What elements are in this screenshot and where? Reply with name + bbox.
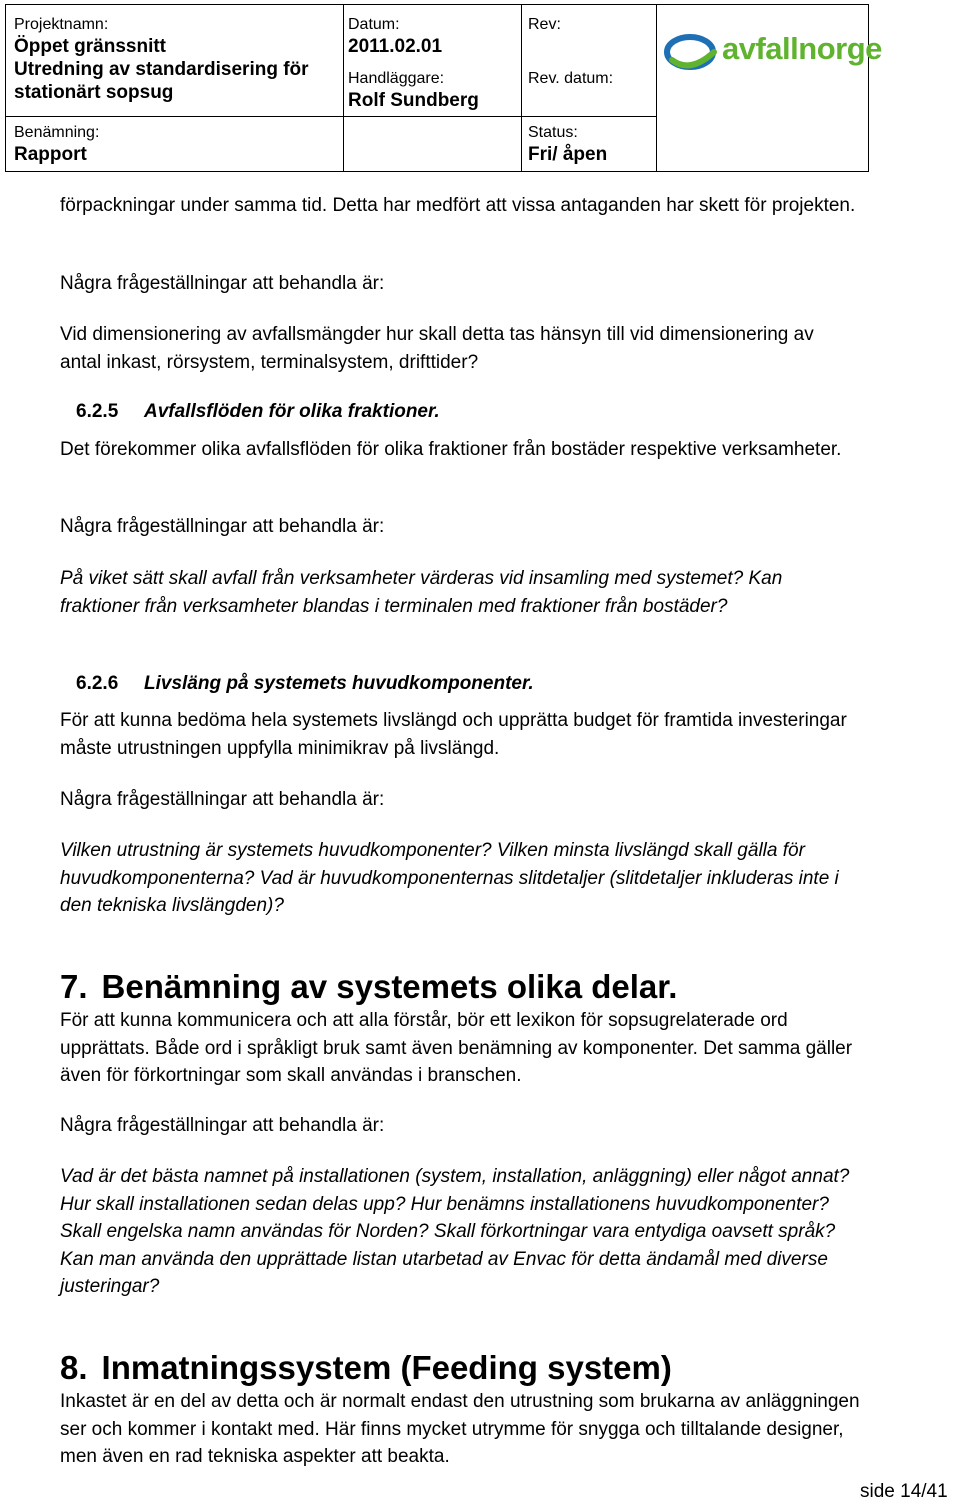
chapter-number: 7. bbox=[60, 968, 88, 1005]
projektnamn-line: stationärt sopsug bbox=[14, 82, 174, 103]
paragraph: Inkastet är en del av detta och är normalt endast den utrustning som brukarna av anläggningen ser och kommer i kontakt med. Här finns mycket utrymme för snygga och tilltalande designer, men även en rad tekniska aspekter att beakta. bbox=[60, 1391, 860, 1467]
rev-cell bbox=[528, 15, 653, 35]
logo-swoosh-icon bbox=[664, 30, 724, 74]
header-divider bbox=[343, 5, 344, 171]
header-divider bbox=[656, 5, 657, 171]
datum-value: 2011.02.01 bbox=[348, 36, 443, 57]
benamning-cell bbox=[14, 123, 339, 166]
rev-label: Rev: bbox=[528, 16, 561, 33]
question-paragraph: Vilken utrustning är systemets huvudkomponenter? Vilken minsta livslängd skall gälla för huvudkomponenterna? Vad är huvudkomponenternas slitdetaljer (slitdetaljer inkluderas inte i den tekniska livslängden)? bbox=[60, 840, 839, 916]
section-title: Livsläng på systemets huvudkomponenter. bbox=[144, 673, 534, 694]
avfallnorge-logo bbox=[664, 30, 882, 74]
paragraph: förpackningar under samma tid. Detta har medfört att vissa antaganden har skett för projekten. bbox=[60, 195, 856, 216]
question-label: Några frågeställningar att behandla är: bbox=[60, 273, 385, 294]
projektnamn-cell bbox=[14, 15, 339, 104]
status-label: Status: bbox=[528, 124, 578, 141]
chapter-number: 8. bbox=[60, 1349, 88, 1386]
projektnamn-line: Öppet gränssnitt bbox=[14, 36, 167, 57]
header-divider bbox=[521, 5, 522, 171]
paragraph: För att kunna bedöma hela systemets livslängd och upprätta budget för framtida investeringar måste utrustningen uppfylla minimikrav på livslängd. bbox=[60, 710, 847, 759]
benamning-value: Rapport bbox=[14, 144, 87, 165]
header-divider bbox=[6, 116, 656, 117]
paragraph: Det förekommer olika avfallsflöden för olika fraktioner från bostäder respektive verksamheter. bbox=[60, 439, 842, 460]
handlaggare-label: Handläggare: bbox=[348, 70, 445, 87]
chapter-heading-8 bbox=[60, 1348, 672, 1388]
question-label: Några frågeställningar att behandla är: bbox=[60, 789, 385, 810]
logo-text: avfallnorge bbox=[722, 31, 882, 66]
question-label: Några frågeställningar att behandla är: bbox=[60, 1115, 385, 1136]
section-number: 6.2.5 bbox=[76, 401, 119, 422]
paragraph: För att kunna kommunicera och att alla förstår, bör ett lexikon för sopsugrelaterade ord upprättats. Både ord i språkligt bruk samt även benämning av komponenter. Det samma gäller även för förkortningar som skall användas i branschen. bbox=[60, 1010, 853, 1086]
chapter-title: Inmatningssystem (Feeding system) bbox=[101, 1349, 672, 1386]
chapter-heading-7 bbox=[60, 967, 677, 1007]
rev-datum-cell bbox=[528, 69, 653, 89]
status-value: Fri/ åpen bbox=[528, 144, 608, 165]
rev-datum-label: Rev. datum: bbox=[528, 70, 614, 87]
page-number: side 14/41 bbox=[860, 1481, 948, 1502]
benamning-label: Benämning: bbox=[14, 124, 100, 141]
projektnamn-label: Projektnamn: bbox=[14, 16, 109, 33]
datum-label: Datum: bbox=[348, 16, 400, 33]
chapter-title: Benämning av systemets olika delar. bbox=[101, 968, 678, 1005]
handlaggare-cell bbox=[348, 69, 518, 112]
section-heading-6-2-5 bbox=[76, 400, 440, 424]
status-cell bbox=[528, 123, 653, 166]
section-number: 6.2.6 bbox=[76, 673, 119, 694]
datum-cell bbox=[348, 15, 518, 58]
handlaggare-value: Rolf Sundberg bbox=[348, 90, 479, 111]
question-label: Några frågeställningar att behandla är: bbox=[60, 516, 385, 537]
section-title: Avfallsflöden för olika fraktioner. bbox=[144, 401, 440, 422]
question-paragraph: Vad är det bästa namnet på installationen (system, installation, anläggning) eller något annat? Hur skall installationen sedan delas upp? Hur benämns installationens huvudkomponenter? Skall engelska namn användas för Norden? Skall förkortningar vara entydiga oavsett språk? Kan man använda den upprättade listan utarbetad av Envac för detta ändamål med diverse justeringar? bbox=[60, 1166, 850, 1297]
question-paragraph: På viket sätt skall avfall från verksamheter värderas vid insamling med systemet? Kan fraktioner från verksamheter blandas i terminalen med fraktioner från bostäder? bbox=[60, 568, 783, 617]
section-heading-6-2-6 bbox=[76, 672, 534, 696]
projektnamn-line: Utredning av standardisering för bbox=[14, 59, 309, 80]
paragraph: Vid dimensionering av avfallsmängder hur skall detta tas hänsyn till vid dimensionering av antal inkast, rörsystem, terminalsystem, drifttider? bbox=[60, 324, 814, 373]
